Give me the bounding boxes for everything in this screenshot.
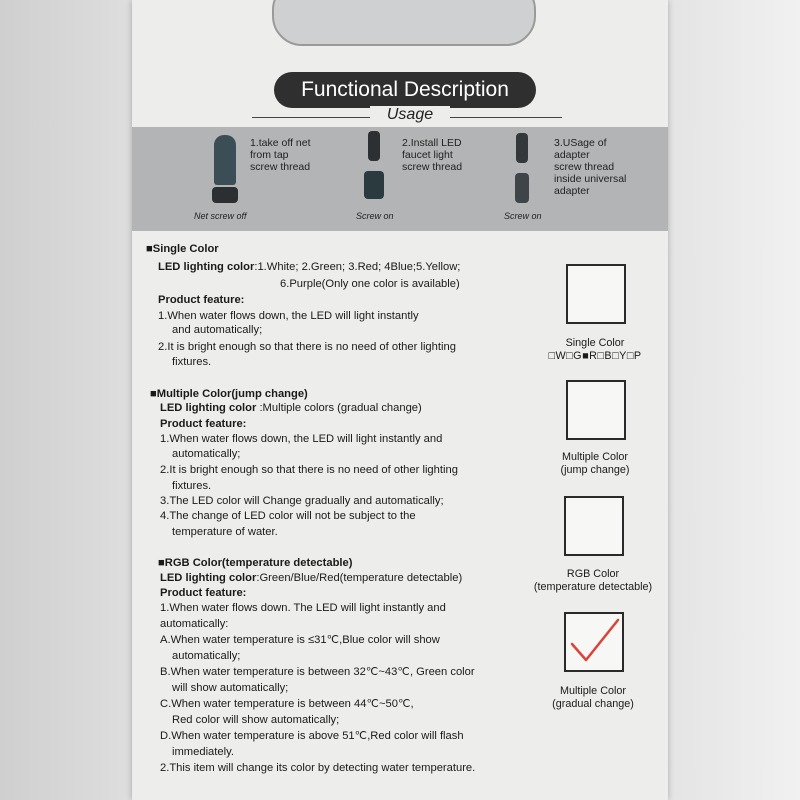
background-left [0,0,132,800]
rgb-lighting [160,572,462,586]
faucet-aerator-icon [214,135,236,185]
rgb-feature-line: B.When water temperature is between 32℃~43℃, Green color [160,666,475,678]
single-feature-line: and automatically; [172,324,263,336]
multi-feature-label: Product feature: [160,418,247,430]
gradual-change-caption: Multiple Color (gradual change) [552,685,634,710]
jump-change-checkbox[interactable] [566,380,626,440]
lighting-value: :Multiple colors (gradual change) [256,402,422,414]
multi-feature-line: 2.It is bright enough so that there is no need of other lighting [160,464,458,476]
checkmark-icon [566,614,622,670]
page-title: Functional Description [274,72,536,108]
multi-feature-line: 1.When water flows down, the LED will light instantly and [160,433,443,445]
single-feature-label: Product feature: [158,294,245,306]
rgb-feature-line: automatically: [160,618,229,630]
jump-change-caption: Multiple Color (jump change) [560,451,630,476]
lighting-value: :Green/Blue/Red(temperature detectable) [256,572,463,584]
multi-feature-line: 4.The change of LED color will not be subject to the [160,510,416,522]
multi-lighting [160,402,422,416]
aerator-base-icon [212,187,238,203]
led-light-icon [368,131,380,161]
lighting-label: LED lighting color [160,572,257,584]
single-feature-line: 1.When water flows down, the LED will light instantly [158,310,419,322]
rgb-feature-line: immediately. [172,746,234,758]
multi-feature-line: 3.The LED color will Change gradually and automatically; [160,495,444,507]
rgb-feature-line: D.When water temperature is above 51℃,Red color will flash [160,730,464,742]
rgb-feature-line: C.When water temperature is between 44℃~50℃, [160,698,414,710]
package-card [132,0,668,800]
rgb-feature-line: will show automatically; [172,682,289,694]
rgb-feature-line: Red color will show automatically; [172,714,340,726]
rgb-feature-line: automatically; [172,650,241,662]
lighting-label: LED lighting color [160,402,257,414]
background-right [668,0,800,800]
single-color-options: □W□G■R□B□Y□P [548,350,642,362]
step-1-text: 1.take off net from tap screw thread [250,137,311,173]
usage-steps [132,127,668,231]
rgb-heading: ■RGB Color(temperature detectable) [158,557,353,569]
rgb-feature-label: Product feature: [160,587,247,599]
lighting-label: LED lighting color [158,261,255,273]
step-2-text: 2.Install LED faucet light screw thread [402,137,463,173]
multi-feature-line: fixtures. [172,480,212,492]
adapter-top-icon [516,133,528,163]
rgb-color-caption: RGB Color (temperature detectable) [533,568,653,593]
hang-hole [272,0,536,46]
usage-heading: Usage [370,106,450,124]
single-lighting [158,261,460,275]
single-color-checkbox[interactable] [566,264,626,324]
rgb-feature-line: A.When water temperature is ≤31℃,Blue color will show [160,634,440,646]
step-3-text: 3.USage of adapter screw thread inside universal adapter [554,137,627,197]
rgb-color-checkbox[interactable] [564,496,624,556]
led-body-icon [364,171,384,199]
single-feature-line: 2.It is bright enough so that there is no need of other lighting [158,341,456,353]
step-3-caption: Screw on [504,211,542,221]
multi-feature-line: automatically; [172,448,241,460]
single-feature-line: fixtures. [172,356,212,368]
single-heading: ■Single Color [146,243,219,255]
step-2-caption: Screw on [356,211,394,221]
gradual-change-checkbox[interactable] [564,612,624,672]
single-lighting-2: 6.Purple(Only one color is available) [280,278,460,290]
rgb-feature-line: 1.When water flows down. The LED will light instantly and [160,602,446,614]
rgb-feature-line: 2.This item will change its color by detecting water temperature. [160,762,476,774]
lighting-value: :1.White; 2.Green; 3.Red; 4Blue;5.Yellow; [254,261,461,273]
multi-heading: ■Multiple Color(jump change) [150,388,308,400]
multi-feature-line: temperature of water. [172,526,278,538]
adapter-bottom-icon [515,173,529,203]
single-color-caption: Single Color [565,337,625,349]
step-1-caption: Net screw off [194,211,247,221]
